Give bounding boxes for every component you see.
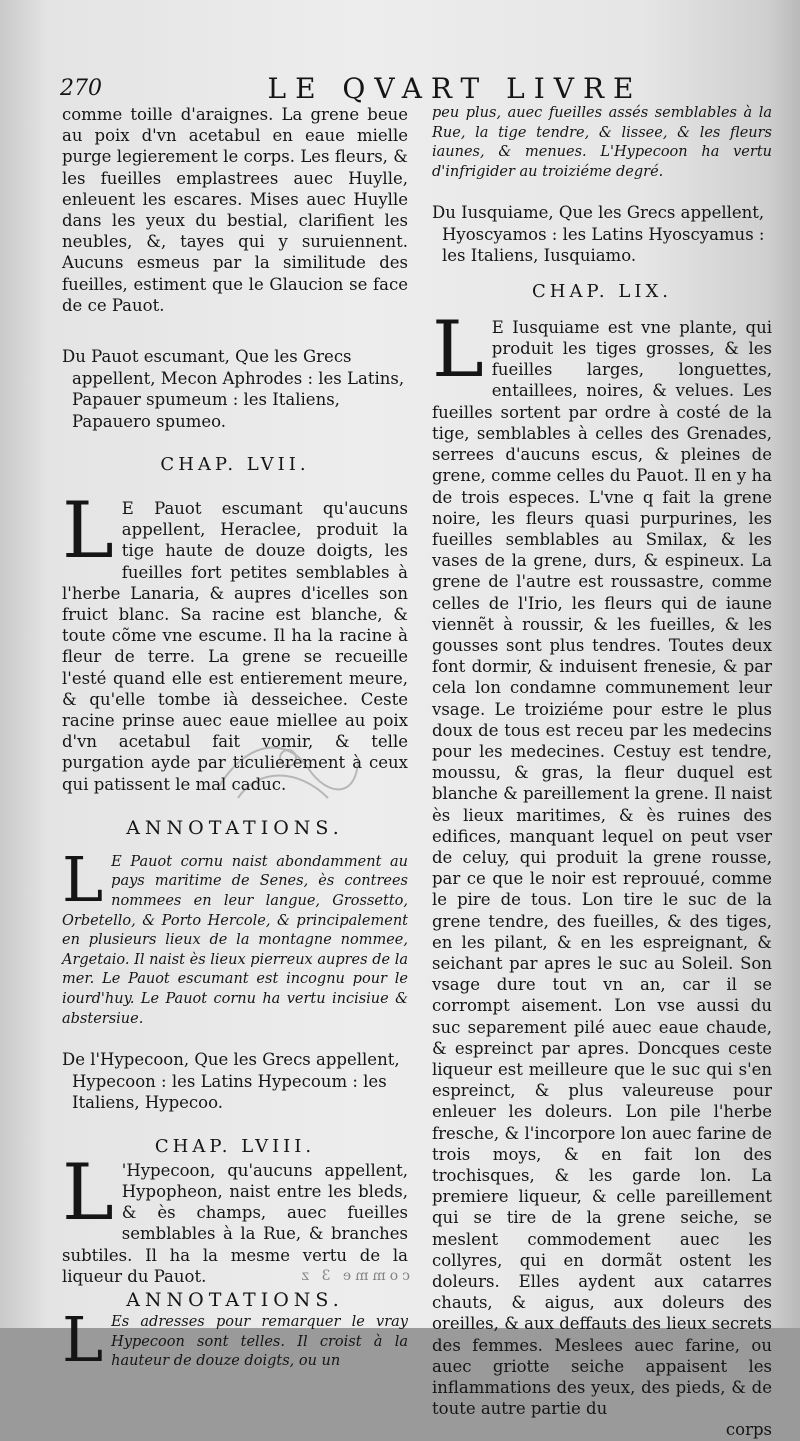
running-title: LE QVART LIVRE xyxy=(267,72,643,105)
annotations-2-text: Es adresses pour remarquer le vray Hypecoon sont telles. Il croist à la hauteur de douze doigts, ou un xyxy=(111,1313,408,1370)
mirrored-bleed-through-text: comme 3 z xyxy=(297,1268,410,1284)
paragraph-continuation: comme toille d'araignes. La grene beue au poix d'vn acetabul en eaue mielle purge legierement le corps. Les fleurs, & les fueilles emplastrees auec Huylle, enleuent les escares. Mises auec Huylle dans les yeux du bestial, clarifient les neubles, &, tayes qui y suruiennent. Aucuns esmeus par la similitude des fueilles, estiment que le Glaucion se face de ce Pauot. xyxy=(62,105,408,315)
section-title-pauot-escumant: Du Pauot escumant, Que les Grecs appellent, Mecon Aphrodes : les Latins, Papauer spumeum : les Italiens, Papauero spumeo. xyxy=(62,347,405,431)
catchword: corps xyxy=(725,1420,772,1440)
page-number: 270 xyxy=(60,76,102,101)
chapter-heading-57: CHAP. LVII. xyxy=(160,454,310,476)
annotations-2-body xyxy=(62,1302,408,1376)
drop-cap: L xyxy=(432,304,484,395)
annotations-heading-2: ANNOTATIONS. xyxy=(126,1288,344,1311)
chapter-heading-59: CHAP. LIX. xyxy=(532,280,672,302)
chapter-heading-58: CHAP. LVIII. xyxy=(154,1135,316,1157)
drop-cap: L xyxy=(62,1302,104,1376)
chapter-59-body xyxy=(432,304,773,1420)
chapter-58-text: 'Hypecoon, qu'aucuns appellent, Hypopheon, naist entre les bleds, & ès champs, auec fueilles semblables à la Rue, & branches subtiles. Il ha la mesme vertu de la liqueur du Pauot. xyxy=(62,1160,408,1286)
drop-cap: L xyxy=(62,486,114,577)
chapter-59-text: E Iusquiame est vne plante, qui produit les tiges grosses, & les fueilles larges, longuettes, entaillees, noires, & velues. Les fueilles sortent par ordre à costé de la tige, semblables à celles des Grenades, serrees d'aucuns escus, & pleines de grene, comme celles du Pauot. Il en y ha de trois especes. L'vne q fait la grene noire, les fleurs quasi purpurines, les fueilles semblables au Smilax, & les vases de la grene, durs, & espineux. La grene de l'autre est roussastre, comme celles de l'Irio, les fleurs qui de iaune viennẽt à roussir, & les fueilles, & les gousses sont plus tendres. Toutes deux font dormir, & induisent frenesie, & par cela lon condamne communement leur vsage. Le troiziéme pour estre le plus doux de tous est receu par les medecins pour les medecines. Cestuy est tendre, moussu, & gras, la fleur duquel est blanche & pareillement la grene. Il naist ès lieux maritimes, & ès ruines des edifices, manquant lequel on peut vser de celuy, qui produit la grene rousse, par ce que le noir est reprouué, comme le pire de tous. Lon tire le suc de la grene tendre, des fueilles, & des tiges, en les pilant, & en les espreignant, & seichant par apres le suc au Soleil. Son vsage dure tout vn an, car il se corrompt aisement. Lon vse aussi du suc separement pilé auec eaue chaude, & espreinct par apres. Doncques ceste liqueur est meilleure que le suc qui s'en espreinct, & plus valeureuse pour enleuer les doleurs. Lon pile l'herbe fresche, & l'incorpore lon auec farine de trois moys, & en fait lon des trochisques, & les garde lon. La premiere liqueur, & celle pareillement qui se tire de la grene seiche, se meslent commodement auec les collyres, qui en dormãt ostent les doleurs. Elles aydent aux catarres chauts, & aigus, aux doleurs des oreilles, & aux deffauts des lieux secrets des femmes. Meslees auec farine, ou auec griotte seiche appaisent les inflammations des yeux, des pieds, & de toute autre partie du xyxy=(432,317,773,1419)
chapter-57-body xyxy=(62,486,408,795)
section-title-iusquiame: Du Iusquiame, Que les Grecs appellent, Hyoscyamos : les Latins Hyoscyamus : les Italiens, Iusquiamo. xyxy=(432,203,765,266)
annotations-continuation: peu plus, auec fueilles assés semblables à la Rue, la tige tendre, & lissee, & les fleurs iaunes, & menues. L'Hypecoon ha vertu d'infrigider au troiziéme degré. xyxy=(432,105,772,180)
section-title-hypecoon: De l'Hypecoon, Que les Grecs appellent, Hypecoon : les Latins Hypecoum : les Italiens, Hypecoo. xyxy=(62,1050,400,1113)
annotations-heading-1: ANNOTATIONS. xyxy=(126,816,344,839)
page-header xyxy=(60,72,780,108)
left-column xyxy=(62,104,408,1376)
drop-cap: L xyxy=(62,1147,114,1238)
annotations-1-body xyxy=(62,842,408,1029)
drop-cap: L xyxy=(62,842,104,916)
right-column xyxy=(432,104,772,1441)
annotations-1-text: E Pauot cornu naist abondamment au pays maritime de Senes, ès contrees nommees en leur langue, Grossetto, Orbetello, & Porto Hercole, & principalement en plusieurs lieux de la montagne nommee, Argetaio. Il naist ès lieux pierreux aupres de la mer. Le Pauot escumant est incognu pour le iourd'huy. Le Pauot cornu ha vertu incisiue & abstersiue. xyxy=(62,853,408,1027)
chapter-57-text: E Pauot escumant qu'aucuns appellent, Heraclee, produit la tige haute de douze doigts, les fueilles fort petites semblables à l'herbe Lanaria, & aupres d'icelles son fruict blanc. Sa racine est blanche, & toute cõme vne escume. Il ha la racine à fleur de terre. La grene se recueille l'esté quand elle est entierement meure, & qu'elle tombe ià desseichee. Ceste racine prinse auec eaue miellee au poix d'vn acetabul fait vomir, & telle purgation ayde par ticulierement à ceux qui patissent le mal caduc. xyxy=(62,499,408,794)
